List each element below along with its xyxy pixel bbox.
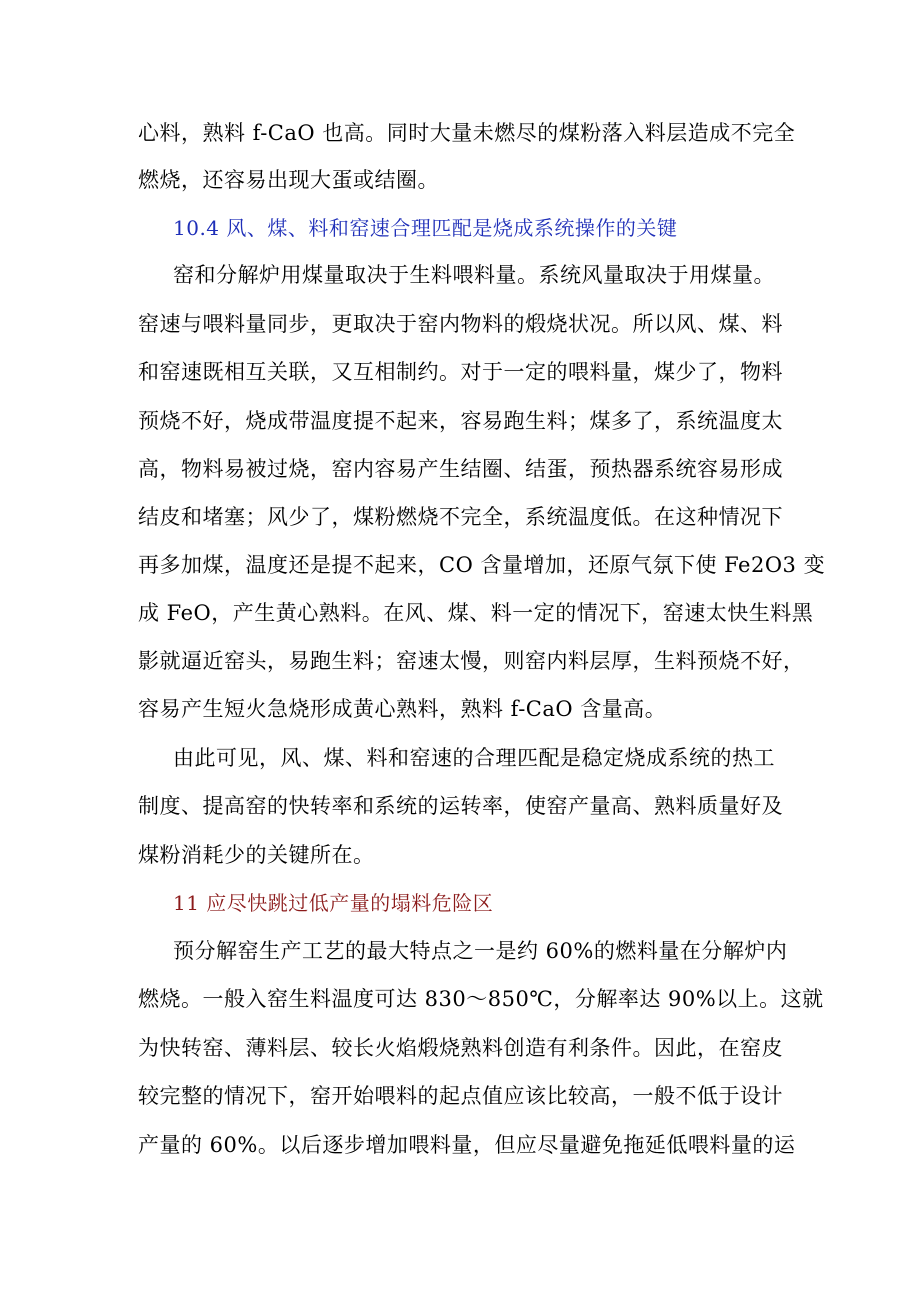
paragraph-line: 再多加煤，温度还是提不起来，CO 含量增加，还原气氛下使 Fe2O3 变: [138, 553, 826, 577]
paragraph-line: 结皮和堵塞；风少了，煤粉燃烧不完全，系统温度低。在这种情况下: [138, 505, 783, 529]
paragraph-line: 窑和分解炉用煤量取决于生料喂料量。系统风量取决于用煤量。: [173, 263, 775, 287]
paragraph-line: 容易产生短火急烧形成黄心熟料，熟料 f-CaO 含量高。: [138, 697, 667, 721]
paragraph-line: 成 FeO，产生黄心熟料。在风、煤、料一定的情况下，窑速太快生料黑: [138, 601, 814, 625]
section-heading-10-4: 10.4 风、煤、料和窑速合理匹配是烧成系统操作的关键: [173, 216, 678, 240]
paragraph-line: 燃烧，还容易出现大蛋或结圈。: [138, 168, 439, 192]
paragraph-line: 预烧不好，烧成带温度提不起来，容易跑生料；煤多了，系统温度太: [138, 409, 783, 433]
paragraph-line: 高，物料易被过烧，窑内容易产生结圈、结蛋，预热器系统容易形成: [138, 457, 783, 481]
paragraph-line: 较完整的情况下，窑开始喂料的起点值应该比较高，一般不低于设计: [138, 1084, 783, 1108]
paragraph-line: 产量的 60%。以后逐步增加喂料量，但应尽量避免拖延低喂料量的运: [138, 1133, 796, 1157]
paragraph-line: 预分解窑生产工艺的最大特点之一是约 60%的燃料量在分解炉内: [173, 939, 788, 963]
paragraph-line: 燃烧。一般入窑生料温度可达 830～850℃，分解率达 90%以上。这就: [138, 987, 824, 1011]
paragraph-line: 影就逼近窑头，易跑生料；窑速太慢，则窑内料层厚，生料预烧不好，: [138, 649, 805, 673]
paragraph-line: 心料，熟料 f-CaO 也高。同时大量未燃尽的煤粉落入料层造成不完全: [138, 121, 796, 145]
paragraph-line: 为快转窑、薄料层、较长火焰煅烧熟料创造有利条件。因此，在窑皮: [138, 1036, 783, 1060]
paragraph-line: 制度、提高窑的快转率和系统的运转率，使窑产量高、熟料质量好及: [138, 794, 783, 818]
paragraph-line: 煤粉消耗少的关键所在。: [138, 843, 375, 867]
paragraph-line: 窑速与喂料量同步，更取决于窑内物料的煅烧状况。所以风、煤、料: [138, 312, 783, 336]
paragraph-line: 和窑速既相互关联，又互相制约。对于一定的喂料量，煤少了，物料: [138, 360, 783, 384]
paragraph-line: 由此可见，风、煤、料和窑速的合理匹配是稳定烧成系统的热工: [173, 746, 775, 770]
section-heading-11: 11 应尽快跳过低产量的塌料危险区: [173, 891, 494, 915]
